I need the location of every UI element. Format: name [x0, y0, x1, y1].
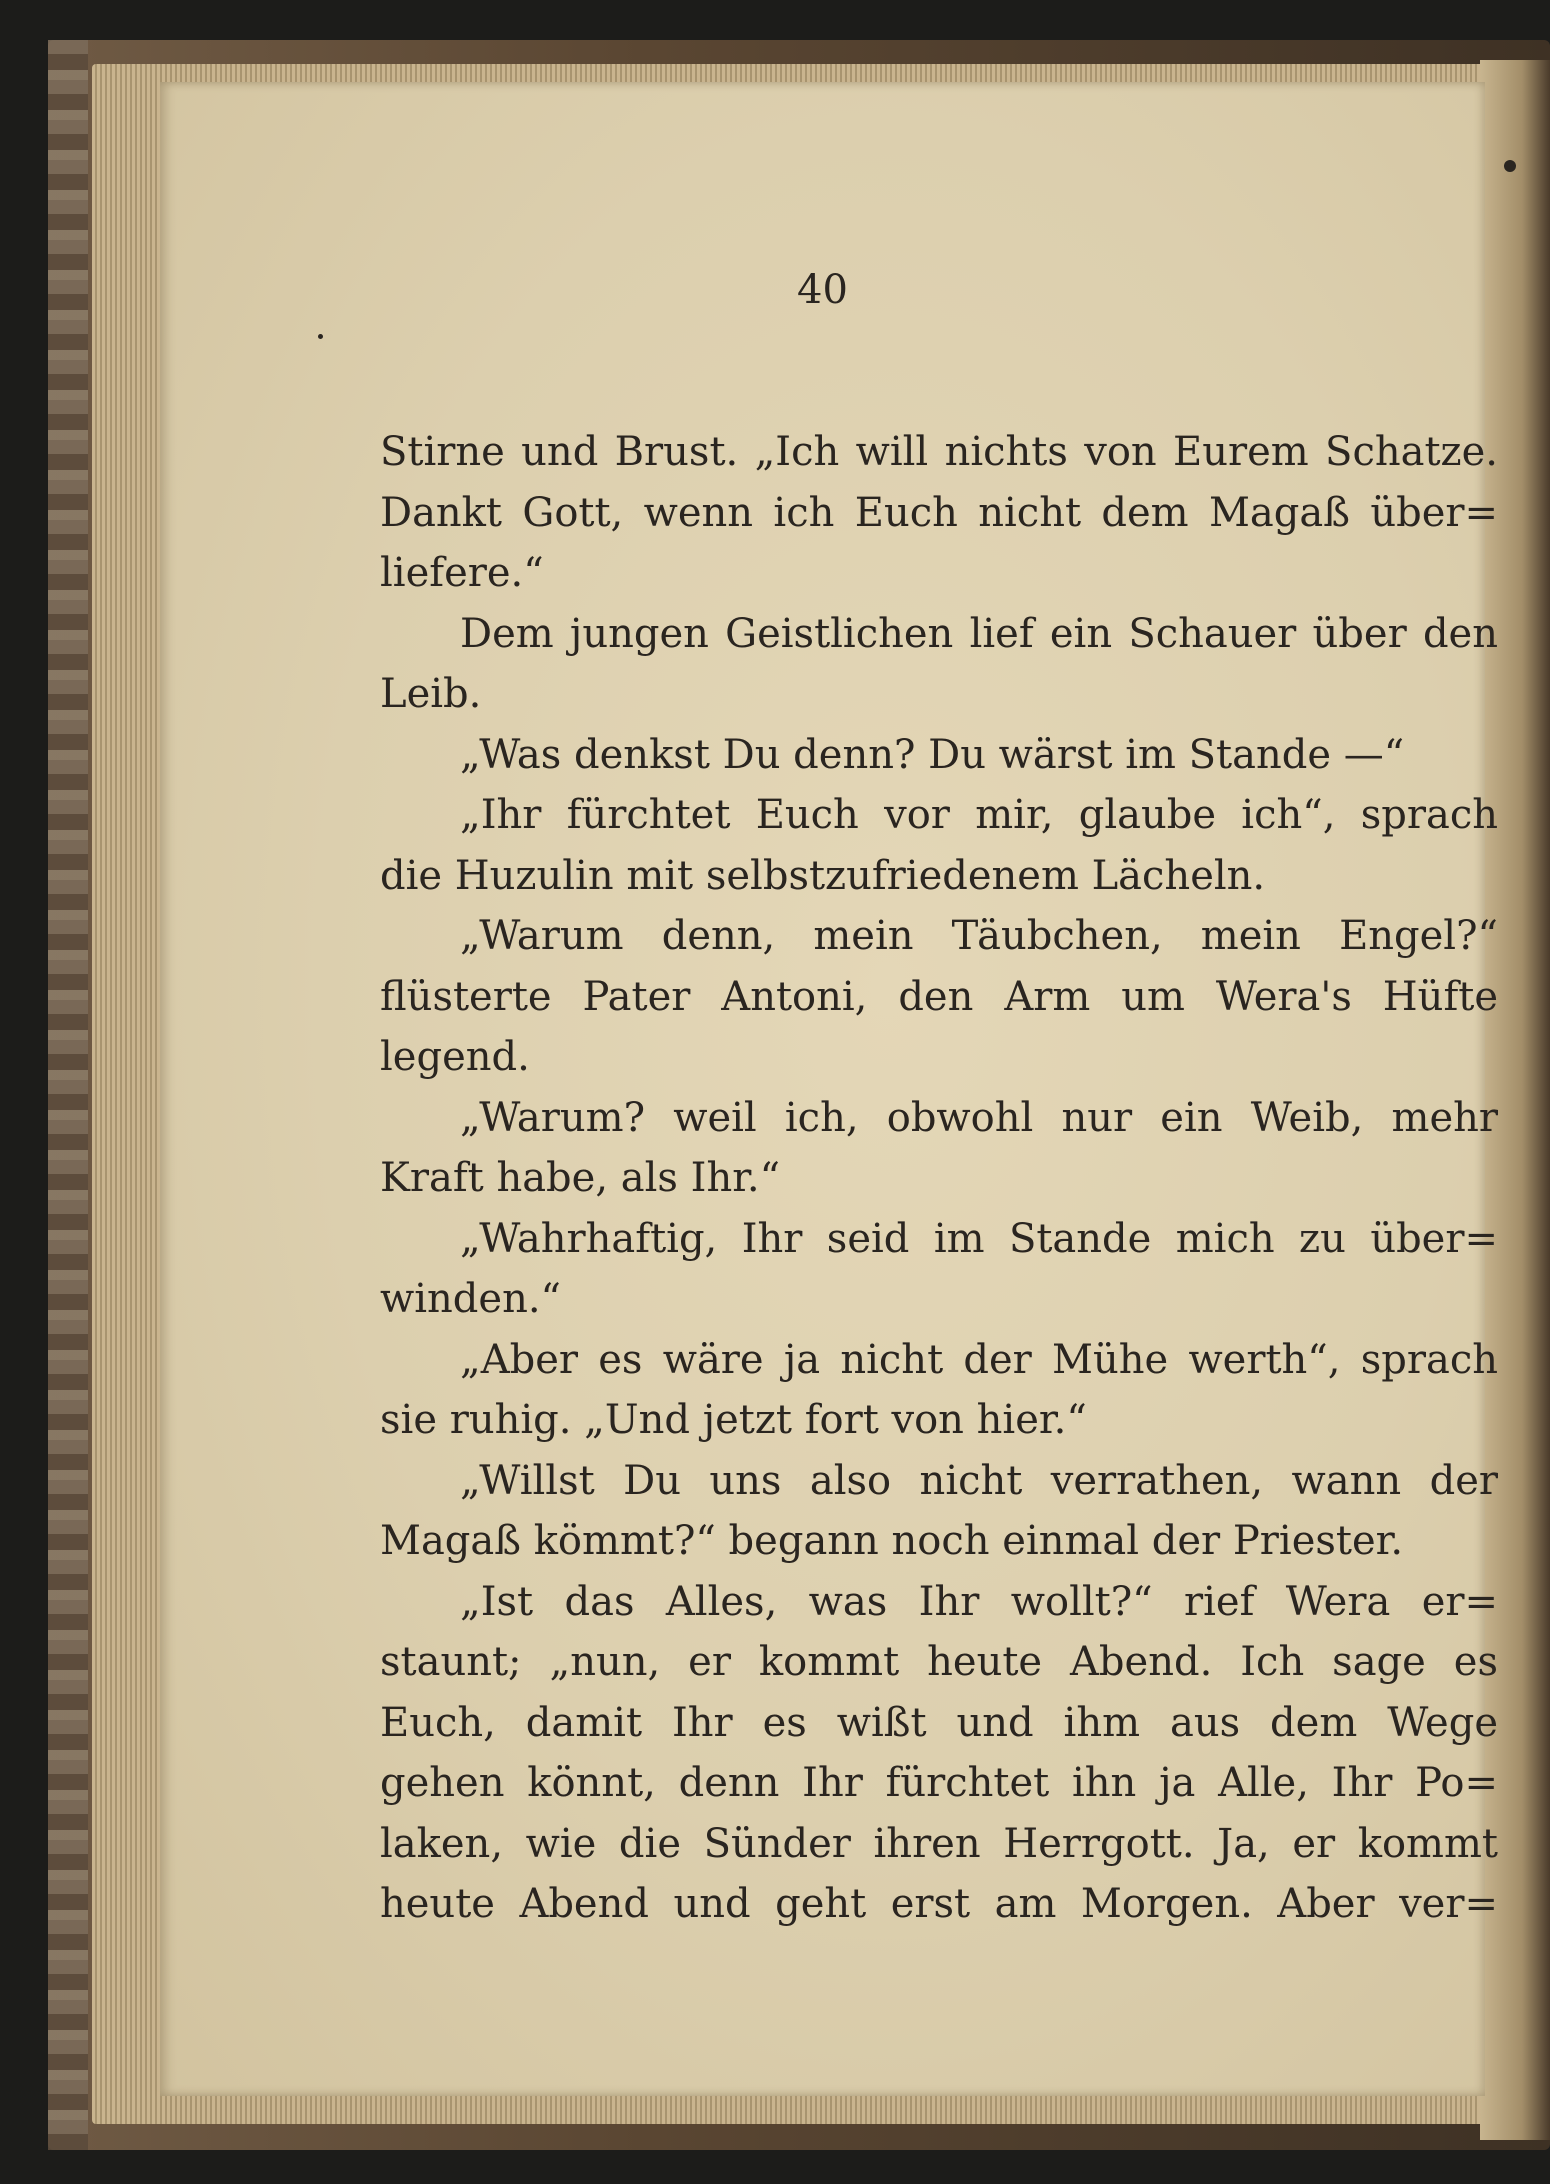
text-line: gehen könnt, denn Ihr fürchtet ihn ja Alle, Ihr Po= [380, 1760, 1498, 1806]
edge-mark [1504, 160, 1516, 172]
text-line: „Warum? weil ich, obwohl nur ein Weib, mehr [460, 1095, 1498, 1141]
text-line: Dem jungen Geistlichen lief ein Schauer über den [460, 611, 1498, 657]
text-line: Stirne und Brust. „Ich will nichts von Eurem Schatze. [380, 429, 1498, 475]
text-line: winden.“ [380, 1276, 561, 1322]
text-line: Kraft habe, als Ihr.“ [380, 1155, 781, 1201]
text-line: „Wahrhaftig, Ihr seid im Stande mich zu über= [460, 1216, 1498, 1262]
text-line: „Aber es wäre ja nicht der Mühe werth“, sprach [460, 1337, 1498, 1383]
text-line: „Warum denn, mein Täubchen, mein Engel?“ [460, 913, 1498, 959]
text-line: heute Abend und geht erst am Morgen. Aber ver= [380, 1881, 1498, 1927]
text-line: Dankt Gott, wenn ich Euch nicht dem Magaß über= [380, 490, 1498, 536]
text-line: „Was denkst Du denn? Du wärst im Stande —“ [460, 732, 1405, 778]
text-line: „Ihr fürchtet Euch vor mir, glaube ich“, sprach [460, 792, 1498, 838]
text-line: Magaß kömmt?“ begann noch einmal der Priester. [380, 1518, 1404, 1564]
page-number: 40 [797, 267, 848, 313]
text-line: „Ist das Alles, was Ihr wollt?“ rief Wera er= [460, 1579, 1498, 1625]
text-line: die Huzulin mit selbstzufriedenem Lächeln. [380, 853, 1266, 899]
text-line: legend. [380, 1034, 530, 1080]
book-page [160, 82, 1498, 2096]
text-line: liefere.“ [380, 550, 544, 596]
text-line: laken, wie die Sünder ihren Herrgott. Ja, er kommt [380, 1821, 1498, 1867]
book-spine [48, 40, 88, 2150]
ink-spot [318, 334, 323, 339]
text-line: Euch, damit Ihr es wißt und ihm aus dem Wege [380, 1700, 1498, 1746]
text-line: „Willst Du uns also nicht verrathen, wann der [460, 1458, 1498, 1504]
text-line: staunt; „nun, er kommt heute Abend. Ich sage es [380, 1639, 1498, 1685]
text-line: sie ruhig. „Und jetzt fort von hier.“ [380, 1397, 1087, 1443]
text-line: flüsterte Pater Antoni, den Arm um Wera's Hüfte [380, 974, 1498, 1020]
text-line: Leib. [380, 671, 482, 717]
